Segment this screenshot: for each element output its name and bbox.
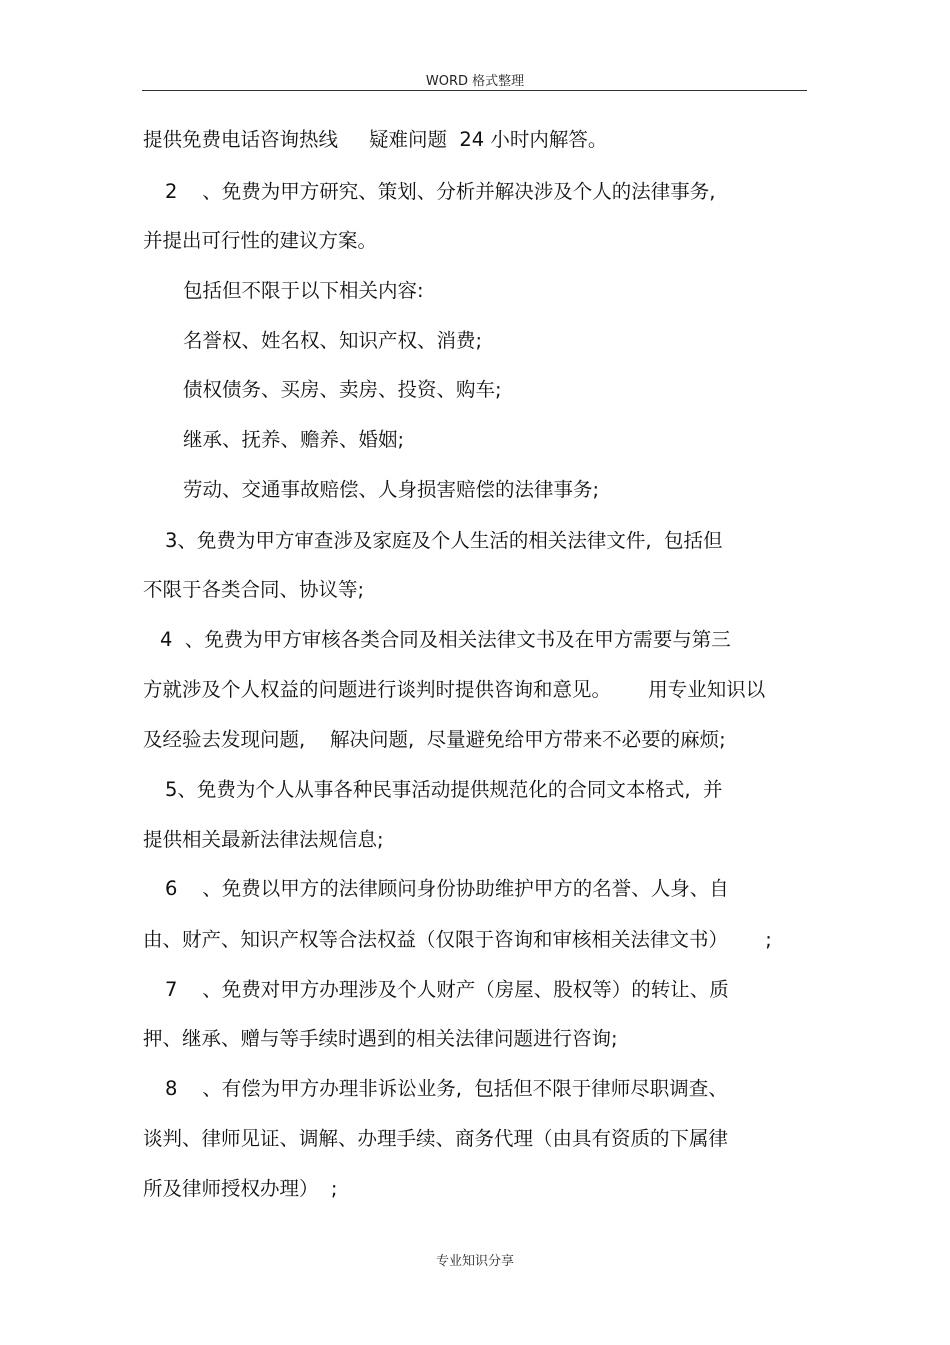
body-line: 提供免费电话咨询热线 疑难问题 24 小时内解答。 <box>143 128 608 151</box>
body-line: 谈判、律师见证、调解、办理手续、商务代理（由具有资质的下属律 <box>143 1127 729 1150</box>
body-line: 押、继承、赠与等手续时遇到的相关法律问题进行咨询; <box>143 1027 618 1050</box>
body-line: 8 、有偿为甲方办理非诉讼业务, 包括但不限于律师尽职调查、 <box>165 1077 728 1100</box>
body-line: 7 、免费对甲方办理涉及个人财产（房屋、股权等）的转让、质 <box>165 978 729 1001</box>
body-line: 继承、抚养、赡养、婚姻; <box>183 428 405 451</box>
body-line: 不限于各类合同、协议等; <box>143 578 365 601</box>
body-line: 包括但不限于以下相关内容: <box>183 279 424 302</box>
header-divider <box>142 90 807 91</box>
body-line: 及经验去发现问题, 解决问题, 尽量避免给甲方带来不必要的麻烦; <box>143 728 726 751</box>
body-line: 4 、免费为甲方审核各类合同及相关法律文书及在甲方需要与第三 <box>160 628 731 651</box>
body-line: 方就涉及个人权益的问题进行谈判时提供咨询和意见。 用专业知识以 <box>143 678 766 701</box>
body-line: 6 、免费以甲方的法律顾问身份协助维护甲方的名誉、人身、自 <box>165 877 729 900</box>
body-line: 提供相关最新法律法规信息; <box>143 828 384 851</box>
body-line: 3、免费为甲方审查涉及家庭及个人生活的相关法律文件, 包括但 <box>165 529 723 552</box>
body-line: 名誉权、姓名权、知识产权、消费; <box>183 329 483 352</box>
page-header: WORD 格式整理 <box>425 74 525 89</box>
page-footer: 专业知识分享 <box>435 1254 514 1269</box>
body-line: 5、免费为个人从事各种民事活动提供规范化的合同文本格式, 并 <box>165 778 723 801</box>
body-line: 2 、免费为甲方研究、策划、分析并解决涉及个人的法律事务, <box>165 180 716 203</box>
body-line: 债权债务、买房、卖房、投资、购车; <box>183 378 502 401</box>
body-line: 并提出可行性的建议方案。 <box>143 229 378 252</box>
body-line: 由、财产、知识产权等合法权益（仅限于咨询和审核相关法律文书） ; <box>143 928 772 951</box>
body-line: 劳动、交通事故赔偿、人身损害赔偿的法律事务; <box>183 478 600 501</box>
body-line: 所及律师授权办理） ; <box>143 1177 338 1200</box>
